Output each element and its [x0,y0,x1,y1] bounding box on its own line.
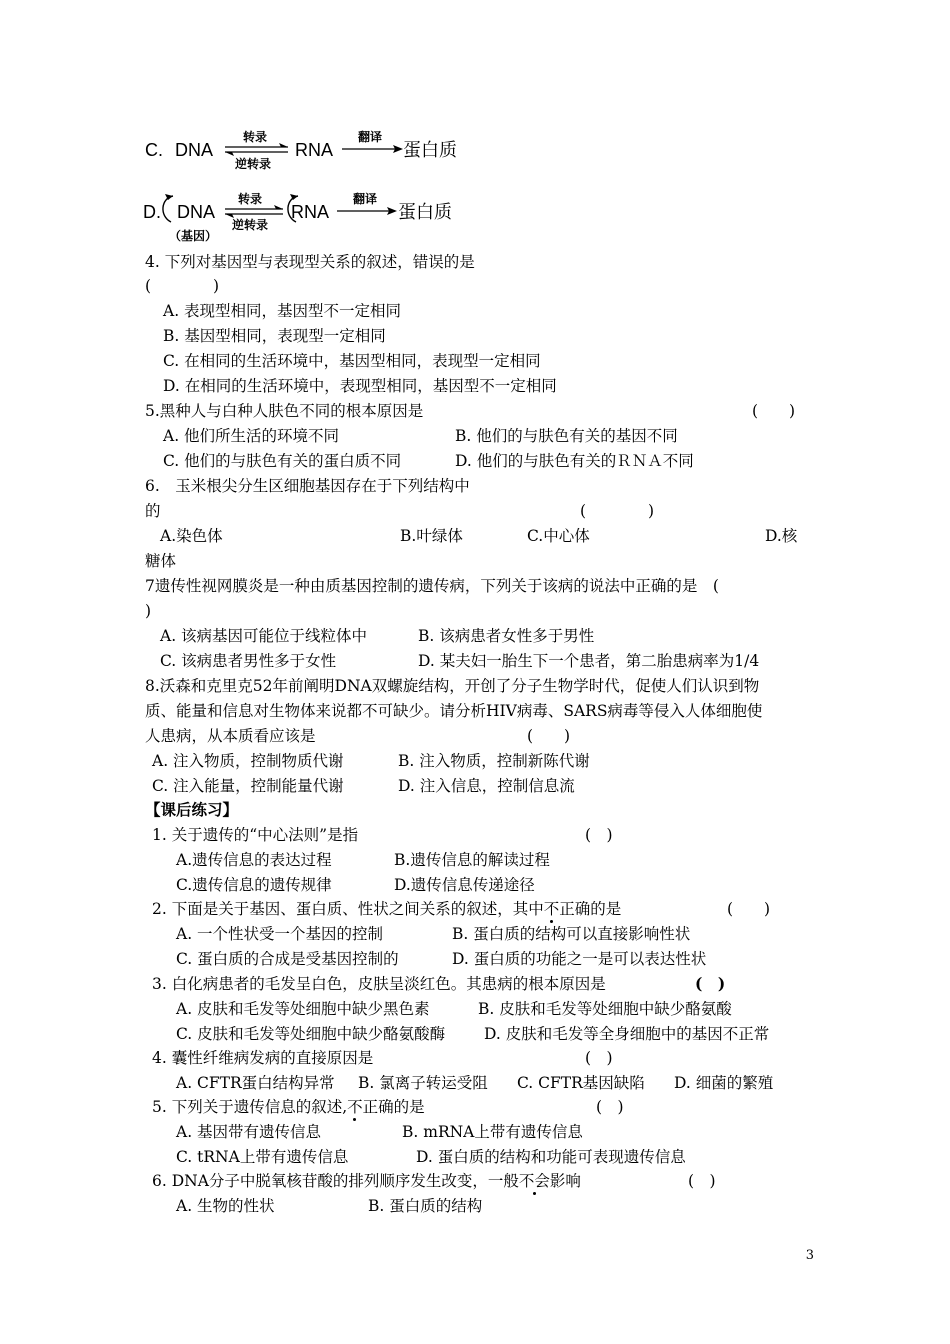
page-number: 3 [805,1248,814,1263]
diagram-c-translate: 翻译 [358,130,383,144]
p5-answer-paren: ( ) [596,1098,624,1116]
diagram-c-prefix: C. [145,140,163,160]
p1-option-b: B.遗传信息的解读过程 [394,851,550,869]
p2-stem [152,899,621,919]
p4-answer-paren: ( ) [585,1049,613,1067]
q8-stem-2: 质、能量和信息对生物体来说都不可缺少。请分析HIV病毒、SARS病毒等侵入人体细胞使 [145,702,763,720]
diagram-d-transcribe: 转录 [238,192,263,206]
practice-heading: 【课后练习】 [145,800,239,819]
p5-option-c: C. tRNA上带有遗传信息 [176,1148,349,1166]
q6-option-a: A.染色体 [160,527,223,545]
p2-option-d: D. 蛋白质的功能之一是可以表达性状 [452,950,707,968]
q7-option-c: C. 该病患者男性多于女性 [160,652,337,670]
p1-option-a: A.遗传信息的表达过程 [176,851,332,869]
p2-option-b: B. 蛋白质的结构可以直接影响性状 [452,925,691,943]
q6-stem: 6. 玉米根尖分生区细胞基因存在于下列结构中 [145,477,470,495]
q8-stem-3: 人患病，从本质看应该是 [145,727,316,745]
p6-option-a: A. 生物的性状 [176,1197,275,1215]
q5-option-d: D. 他们的与肤色有关的ＲＮＡ不同 [455,452,694,470]
p5-option-b: B. mRNA上带有遗传信息 [402,1123,583,1141]
diagram-d-protein: 蛋白质 [398,202,452,222]
p4-option-d: D. 细菌的繁殖 [674,1074,774,1092]
q5-option-a: A. 他们所生活的环境不同 [163,427,340,445]
q7-stem-cont: ) [145,602,152,620]
p2-option-a: A. 一个性状受一个基因的控制 [176,925,384,943]
q8-option-b: B. 注入物质，控制新陈代谢 [398,752,590,770]
q6-option-d-cont: 糖体 [145,552,177,570]
p5-stem-emphasis: 不 [347,1098,363,1116]
p5-stem-pre: 5. 下列关于遗传信息的叙述, [152,1098,348,1116]
p2-answer-paren: ( ) [727,900,771,918]
diagram-c-dna: DNA [175,140,214,160]
p2-stem-post: 正确的是 [559,900,622,918]
q4-stem: 4. 下列对基因型与表现型关系的叙述，错误的是 [145,253,475,271]
p3-option-a: A. 皮肤和毛发等处细胞中缺少黑色素 [176,1000,430,1018]
p5-stem-post: 正确的是 [362,1098,425,1116]
p6-stem-emphasis: 不会 [518,1172,550,1190]
q7-option-b: B. 该病患者女性多于男性 [418,627,595,645]
p3-option-b: B. 皮肤和毛发等处细胞中缺少酪氨酸 [478,1000,732,1018]
q5-answer-paren: ( ) [752,402,796,420]
p5-option-d: D. 蛋白质的结构和功能可表现遗传信息 [416,1148,686,1166]
q7-option-a: A. 该病基因可能位于线粒体中 [160,627,368,645]
q8-option-c: C. 注入能量，控制能量代谢 [152,777,344,795]
q8-answer-paren: ( ) [527,727,571,745]
p1-option-d: D.遗传信息传递途径 [394,876,535,894]
q5-option-c: C. 他们的与肤色有关的蛋白质不同 [163,452,402,470]
p6-stem-post: 影响 [549,1172,581,1190]
diagram-c-rna: RNA [295,140,334,160]
q5-stem: 5.黑种人与白种人肤色不同的根本原因是 [145,402,424,420]
q4-option-b: B. 基因型相同，表现型一定相同 [163,327,386,345]
diagram-d-prefix: D. [143,202,161,222]
diagram-c-reverse: 逆转录 [235,157,272,171]
p1-answer-paren: ( ) [585,826,613,844]
q4-answer-paren: ( ) [145,277,220,295]
q6-option-d: D.核 [765,527,798,545]
diagram-d-reverse: 逆转录 [232,218,269,232]
q7-option-d: D. 某夫妇一胎生下一个患者，第二胎患病率为1/4 [418,652,760,670]
q8-stem-1: 8.沃森和克里克52年前阐明DNA双螺旋结构，开创了分子生物学时代，促使人们认识到物 [145,677,760,695]
q8-option-a: A. 注入物质，控制物质代谢 [152,752,344,770]
diagram-d-translate: 翻译 [353,192,378,206]
p3-option-d: D. 皮肤和毛发等全身细胞中的基因不正常 [484,1025,770,1043]
p5-stem [152,1097,425,1117]
q4-option-d: D. 在相同的生活环境中，表现型相同，基因型不一定相同 [163,377,557,395]
p2-stem-emphasis: 不 [543,900,560,918]
p3-answer-paren: ( ) [695,974,726,993]
q5-option-b: B. 他们的与肤色有关的基因不同 [455,427,678,445]
diagram-c [145,126,475,172]
p6-stem [152,1171,581,1191]
diagram-d [143,186,473,244]
q4-option-a: A. 表现型相同，基因型不一定相同 [163,302,402,320]
p4-option-b: B. 氯离子转运受阻 [358,1074,488,1092]
diagram-c-protein: 蛋白质 [403,140,457,160]
p4-option-c: C. CFTR基因缺陷 [517,1074,645,1092]
diagram-d-dna: DNA [177,202,216,222]
p2-option-c: C. 蛋白质的合成是受基因控制的 [176,950,399,968]
q6-stem-cont: 的 [145,502,161,520]
p6-answer-paren: ( ) [688,1172,716,1190]
p4-option-a: A. CFTR蛋白结构异常 [176,1074,335,1092]
diagram-d-rna: RNA [291,202,330,222]
q8-option-d: D. 注入信息，控制信息流 [398,777,575,795]
p1-stem: 1. 关于遗传的“中心法则”是指 [152,826,359,844]
p2-stem-pre: 2. 下面是关于基因、蛋白质、性状之间关系的叙述，其中 [152,900,544,918]
p4-stem: 4. 囊性纤维病发病的直接原因是 [152,1049,374,1067]
q4-option-c: C. 在相同的生活环境中，基因型相同，表现型一定相同 [163,352,541,370]
diagram-d-gene: （基因） [169,229,218,243]
p6-stem-pre: 6. DNA分子中脱氧核苷酸的排列顺序发生改变，一般 [152,1172,519,1190]
p3-stem: 3. 白化病患者的毛发呈白色，皮肤呈淡红色。其患病的根本原因是 [152,975,606,993]
p5-option-a: A. 基因带有遗传信息 [176,1123,322,1141]
p1-option-c: C.遗传信息的遗传规律 [176,876,332,894]
p6-option-b: B. 蛋白质的结构 [368,1197,483,1215]
q6-option-c: C.中心体 [527,527,590,545]
diagram-c-transcribe: 转录 [243,130,268,144]
q6-option-b: B.叶绿体 [400,527,463,545]
p3-option-c: C. 皮肤和毛发等处细胞中缺少酪氨酸酶 [176,1025,446,1043]
q7-stem: 7遗传性视网膜炎是一种由质基因控制的遗传病，下列关于该病的说法中正确的是 ( [145,577,719,595]
q6-answer-paren: ( ) [580,502,655,520]
